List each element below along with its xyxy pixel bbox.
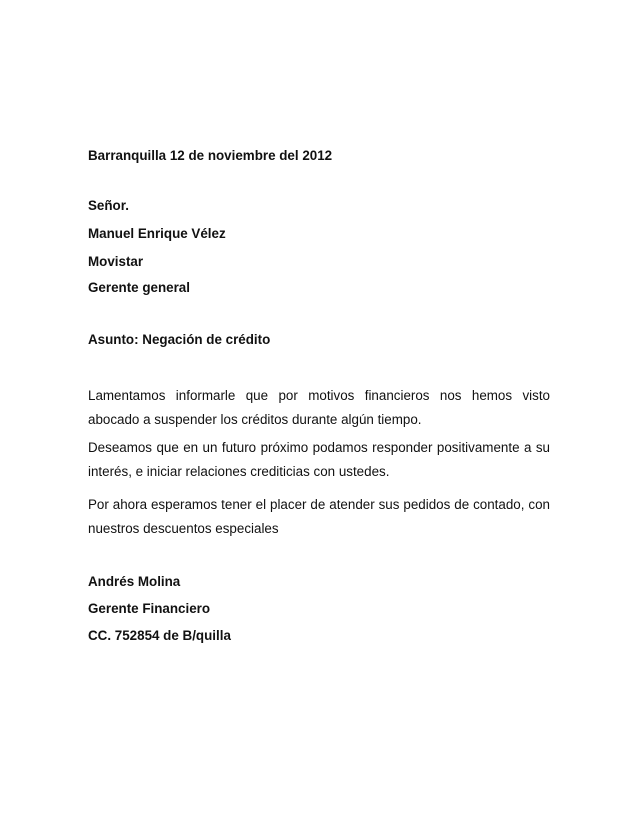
body-paragraph-3: Por ahora esperamos tener el placer de atender sus pedidos de contado, con nuestros descuentos especiales: [88, 497, 550, 536]
body-paragraph-2: Deseamos que en un futuro próximo podamos responder positivamente a su interés, e iniciar relaciones crediticias con ustedes.: [88, 440, 550, 479]
recipient-company: Movistar: [88, 254, 144, 269]
signature-name: Andrés Molina: [88, 574, 181, 589]
signature-position: Gerente Financiero: [88, 601, 211, 616]
body-paragraph-1: Lamentamos informarle que por motivos financieros nos hemos visto abocado a suspender los créditos durante algún tiempo.: [88, 388, 550, 427]
recipient-name: Manuel Enrique Vélez: [88, 226, 226, 241]
subject-line: Asunto: Negación de crédito: [88, 332, 271, 347]
recipient-title: Gerente general: [88, 280, 190, 295]
recipient-salutation: Señor.: [88, 198, 129, 213]
date-line: Barranquilla 12 de noviembre del 2012: [88, 148, 333, 163]
signature-id: CC. 752854 de B/quilla: [88, 628, 231, 643]
